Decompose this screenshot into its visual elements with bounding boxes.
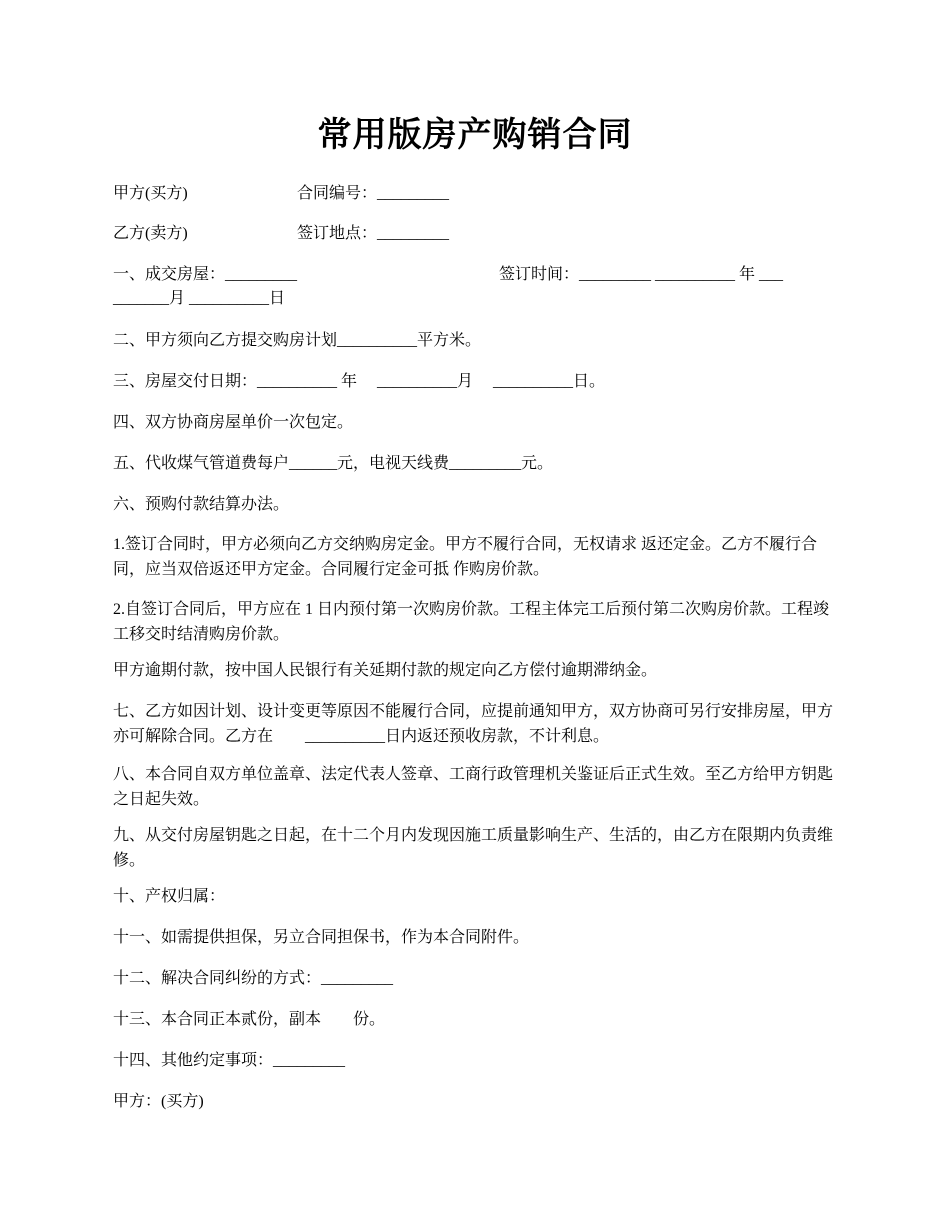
clause-6-item-1: 1.签订合同时，甲方必须向乙方交纳购房定金。甲方不履行合同，无权请求 返还定金。乙方不履行合同，应当双倍返还甲方定金。合同履行定金可抵 作购房价款。: [113, 536, 818, 578]
clause-10: 十、产权归属：: [113, 888, 226, 905]
party-a-label: 甲方(买方): [113, 185, 188, 202]
clause-13: 十三、本合同正本贰份，副本 份。: [113, 1011, 386, 1028]
clause-3: 三、房屋交付日期：__________ 年 __________月 __________日。: [113, 373, 606, 390]
clause-6-late-payment: 甲方逾期付款，按中国人民银行有关延期付款的规定向乙方偿付逾期滞纳金。: [113, 662, 658, 679]
clause-4: 四、双方协商房屋单价一次包定。: [113, 414, 354, 431]
sign-date-field: 签订时间：_________ __________ 年 ___: [499, 266, 784, 283]
clause-11: 十一、如需提供担保，另立合同担保书，作为本合同附件。: [113, 929, 530, 946]
party-a-signature: 甲方：(买方): [113, 1093, 204, 1110]
sign-date-continued: _______月 __________日: [113, 290, 286, 307]
clause-7: 七、乙方如因计划、设计变更等原因不能履行合同，应提前通知甲方，双方协商可另行安排房屋，甲方亦可解除合同。乙方在 __________日内返还预收房款，不计利息。: [113, 703, 834, 745]
document-title: 常用版房产购销合同: [317, 115, 633, 155]
clause-2: 二、甲方须向乙方提交购房计划__________平方米。: [113, 332, 482, 349]
sign-place-field: 签订地点：_________: [297, 225, 450, 242]
clause-12: 十二、解决合同纠纷的方式：_________: [113, 970, 394, 987]
clause-1-house: 一、成交房屋：_________: [113, 266, 298, 283]
party-b-label: 乙方(卖方): [113, 225, 188, 242]
clause-5: 五、代收煤气管道费每户______元，电视天线费_________元。: [113, 455, 554, 472]
clause-6-item-2: 2.自签订合同后，甲方应在 1 日内预付第一次购房价款。工程主体完工后预付第二次购房价款。工程竣工移交时结清购房价款。: [113, 601, 830, 643]
clause-9: 九、从交付房屋钥匙之日起，在十二个月内发现因施工质量影响生产、生活的，由乙方在限期内负责维修。: [113, 827, 834, 869]
clause-8: 八、本合同自双方单位盖章、法定代表人签章、工商行政管理机关鉴证后正式生效。至乙方给甲方钥匙之日起失效。: [113, 766, 834, 808]
clause-6: 六、预购付款结算办法。: [113, 496, 290, 513]
contract-number-field: 合同编号：_________: [297, 185, 450, 202]
clause-14: 十四、其他约定事项：_________: [113, 1052, 346, 1069]
